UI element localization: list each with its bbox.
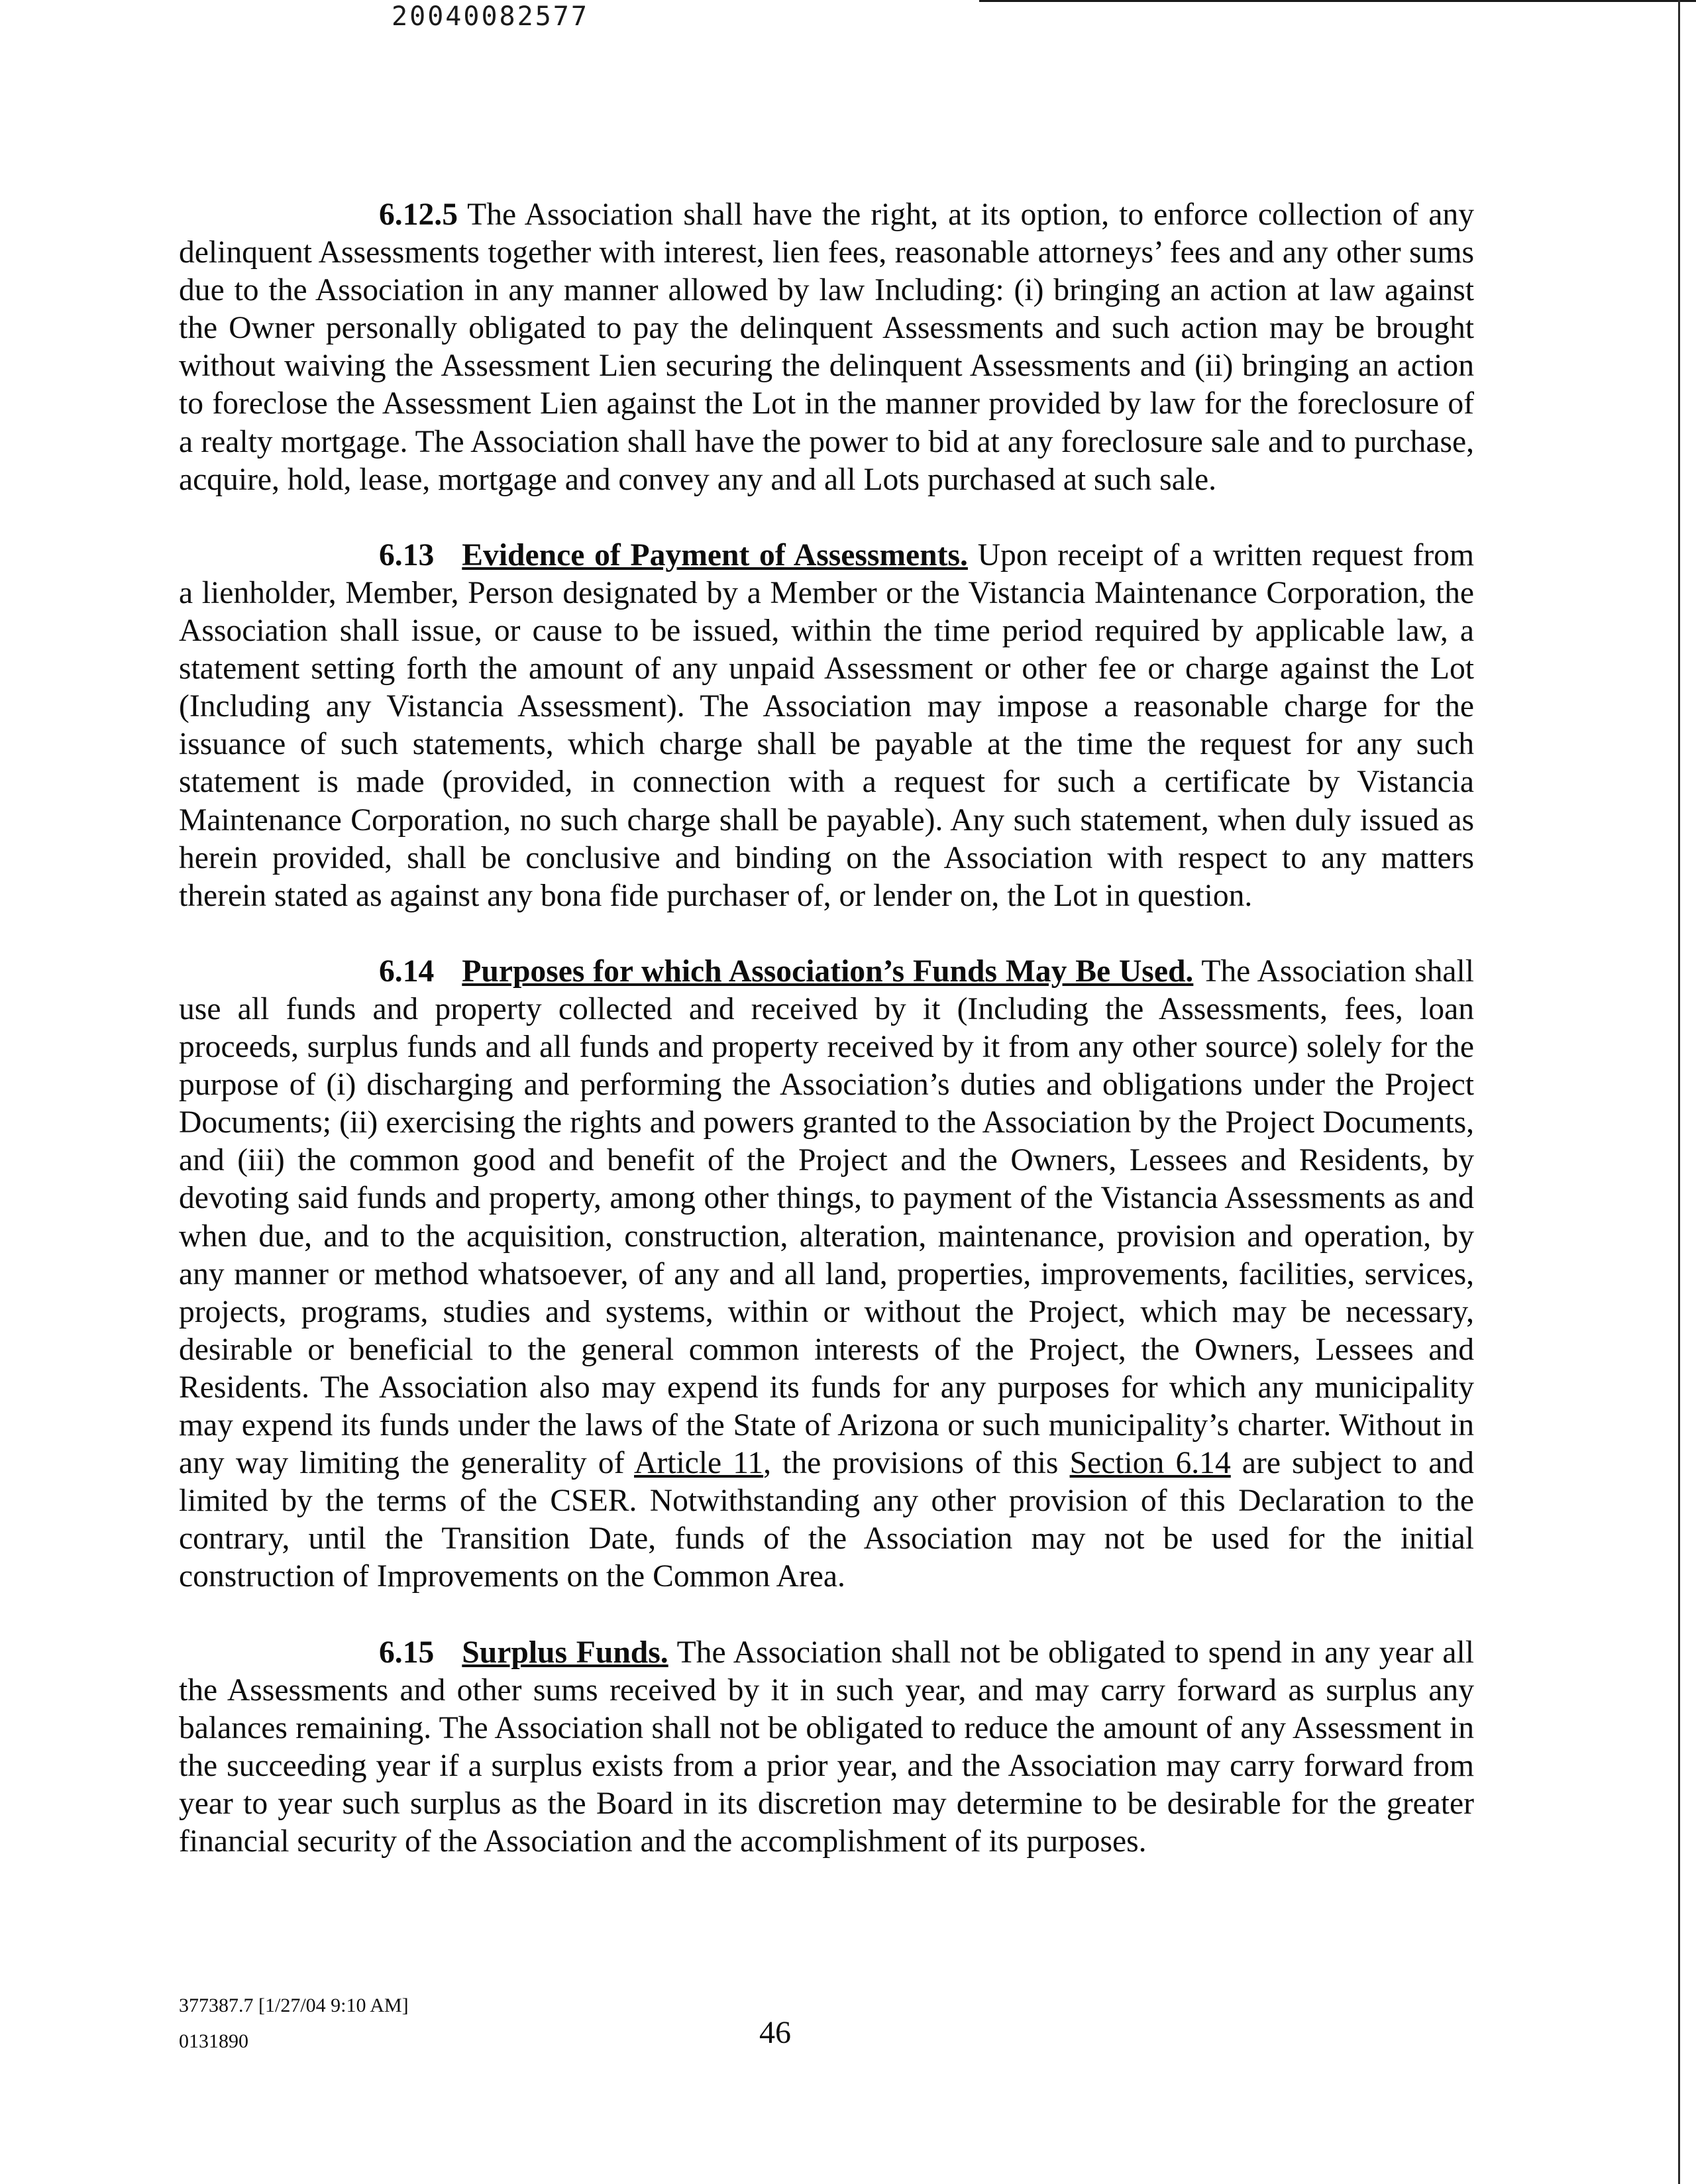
section-heading: Purposes for which Association’s Funds May Be Used. [462, 954, 1194, 989]
section-reference: Section 6.14 [1069, 1446, 1231, 1481]
section-number: 6.13 [379, 537, 435, 573]
recording-number: 20040082577 [392, 1, 589, 32]
section-number: 6.14 [379, 954, 435, 989]
section-text: , the provisions of this [763, 1446, 1070, 1481]
section-6-13 [179, 537, 1474, 915]
client-number: 0131890 [179, 2030, 248, 2052]
scan-edge-line [1678, 0, 1680, 2184]
section-6-14 [179, 953, 1474, 1596]
document-body [179, 196, 1474, 1898]
page-number: 46 [759, 2015, 791, 2050]
doc-version-stamp: 377387.7 [1/27/04 9:10 AM] [179, 1994, 409, 2016]
top-rule [979, 0, 1696, 2]
section-text: are subject to and limited by the terms of the CSER. Notwithstanding any other provision of this Declaration to the contrary, until the Transition Date, funds of the Association may not be used for the initial construction of Improvements on the Common Area. [179, 1446, 1474, 1594]
section-text: The Association shall use all funds and property collected and received by it (Including the Assessments, fees, loan proceeds, surplus funds and all funds and property received by it from any other source) solely for the purpose of (i) discharging and performing the Association’s duties and obligations under the Project Documents; (ii) exercising the rights and powers granted to the Association by the Project Documents, and (iii) the common good and benefit of the Project and the Owners, Lessees and Residents, by devoting said funds and property, among other things, to payment of the Vistancia Assessments as and when due, and to the acquisition, construction, alteration, maintenance, provision and operation, by any manner or method whatsoever, of any and all land, properties, improvements, facilities, services, projects, programs, studies and systems, within or without the Project, which may be necessary, desirable or beneficial to the general common interests of the Project, the Owners, Lessees and Residents. The Association also may expend its funds for any purposes for which any municipality may expend its funds under the laws of the State of Arizona or such municipality’s charter. Without in any way limiting the generality of [179, 954, 1474, 1481]
section-number: 6.12.5 [379, 197, 458, 232]
section-text: The Association shall have the right, at its option, to enforce collection of any delinquent Assessments together with interest, lien fees, reasonable attorneys’ fees and any other sums due to the Association in any manner allowed by law Including: (i) bringing an action at law against the Owner personally obligated to pay the delinquent Assessments and such action may be brought without waiving the Assessment Lien securing the delinquent Assessments and (ii) bringing an action to foreclose the Assessment Lien against the Lot in the manner provided by law for the foreclosure of a realty mortgage. The Association shall have the power to bid at any foreclosure sale and to purchase, acquire, hold, lease, mortgage and convey any and all Lots purchased at such sale. [179, 197, 1474, 497]
section-6-12-5 [179, 196, 1474, 499]
section-number: 6.15 [379, 1635, 435, 1670]
section-heading: Surplus Funds. [462, 1635, 668, 1670]
section-6-15 [179, 1634, 1474, 1861]
footer-document-id [179, 1988, 409, 2059]
section-heading: Evidence of Payment of Assessments. [462, 537, 968, 573]
section-text: The Association shall not be obligated to spend in any year all the Assessments and other sums received by it in such year, and may carry forward as surplus any balances remaining. The Association shall not be obligated to reduce the amount of any Assessment in the succeeding year if a surplus exists from a prior year, and the Association may carry forward from year to year such surplus as the Board in its discretion may determine to be desirable for the greater financial security of the Association and the accomplishment of its purposes. [179, 1635, 1474, 1859]
article-reference: Article 11 [634, 1446, 764, 1481]
section-text: Upon receipt of a written request from a lienholder, Member, Person designated by a Member or the Vistancia Maintenance Corporation, the Association shall issue, or cause to be issued, within the time period required by applicable law, a statement setting forth the amount of any unpaid Assessment or other fee or charge against the Lot (Including any Vistancia Assessment). The Association may impose a reasonable charge for the issuance of such statements, which charge shall be payable at the time the request for any such statement is made (provided, in connection with a request for such a certificate by Vistancia Maintenance Corporation, no such charge shall be payable). Any such statement, when duly issued as herein provided, shall be conclusive and binding on the Association with respect to any matters therein stated as against any bona fide purchaser of, or lender on, the Lot in question. [179, 537, 1474, 913]
